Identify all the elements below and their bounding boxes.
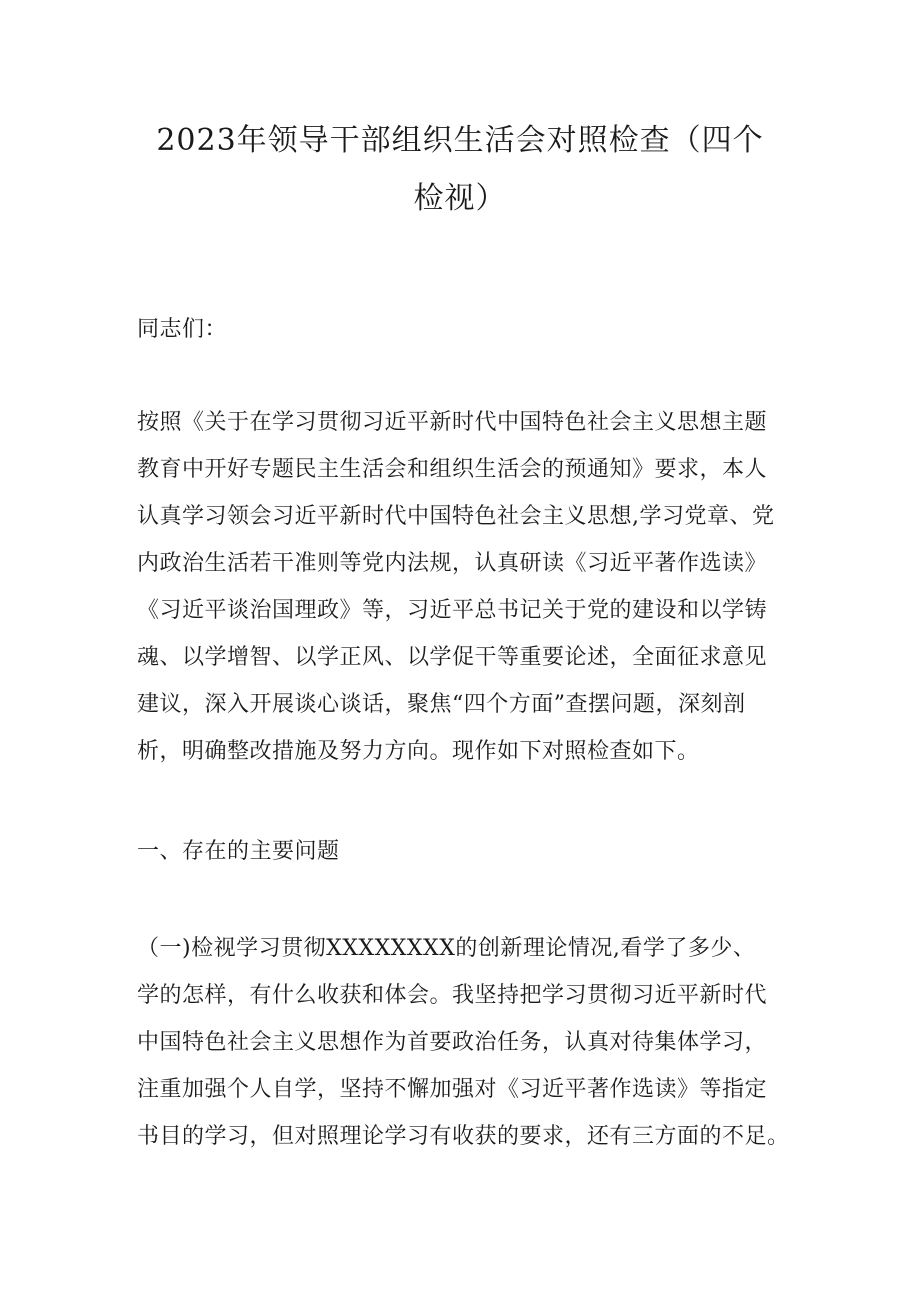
title-line: 2023年领导干部组织生活会对照检查（四个 xyxy=(156,123,764,158)
greeting: 同志们： xyxy=(137,317,228,342)
paragraph-line: 《习近平谈治国理政》等，习近平总书记关于党的建设和以学铸 xyxy=(137,598,768,623)
title-line: 检视） xyxy=(413,181,507,216)
paragraph-line: 书目的学习，但对照理论学习有收获的要求，还有三方面的不足。 xyxy=(137,1124,790,1149)
section-heading: 一、存在的主要问题 xyxy=(137,839,340,864)
paragraph-line: 认真学习领会习近平新时代中国特色社会主义思想,学习党章、党 xyxy=(137,504,775,529)
paragraph-line: 学的怎样，有什么收获和体会。我坚持把学习贯彻习近平新时代 xyxy=(137,983,768,1008)
paragraph-line: 魂、以学增智、以学正风、以学促干等重要论述，全面征求意见 xyxy=(137,645,768,670)
paragraph-line: 按照《关于在学习贯彻习近平新时代中国特色社会主义思想主题 xyxy=(137,410,768,435)
paragraph-line: （一)检视学习贯彻XXXXXXXX的创新理论情况,看学了多少、 xyxy=(137,936,756,961)
paragraph-line: 建议，深入开展谈心谈话，聚焦“四个方面”查摆问题，深刻剖 xyxy=(137,692,746,717)
section-paragraph xyxy=(137,925,797,1160)
paragraph-line: 注重加强个人自学，坚持不懈加强对《习近平著作选读》等指定 xyxy=(137,1077,768,1102)
document-title xyxy=(120,112,800,228)
paragraph-line: 内政治生活若干准则等党内法规，认真研读《习近平著作选读》 xyxy=(137,551,768,576)
paragraph-line: 中国特色社会主义思想作为首要政治任务，认真对待集体学习， xyxy=(137,1030,768,1055)
paragraph-line: 教育中开好专题民主生活会和组织生活会的预通知》要求，本人 xyxy=(137,457,768,482)
paragraph-line: 析，明确整改措施及努力方向。现作如下对照检查如下。 xyxy=(137,739,700,764)
intro-paragraph xyxy=(137,399,797,775)
